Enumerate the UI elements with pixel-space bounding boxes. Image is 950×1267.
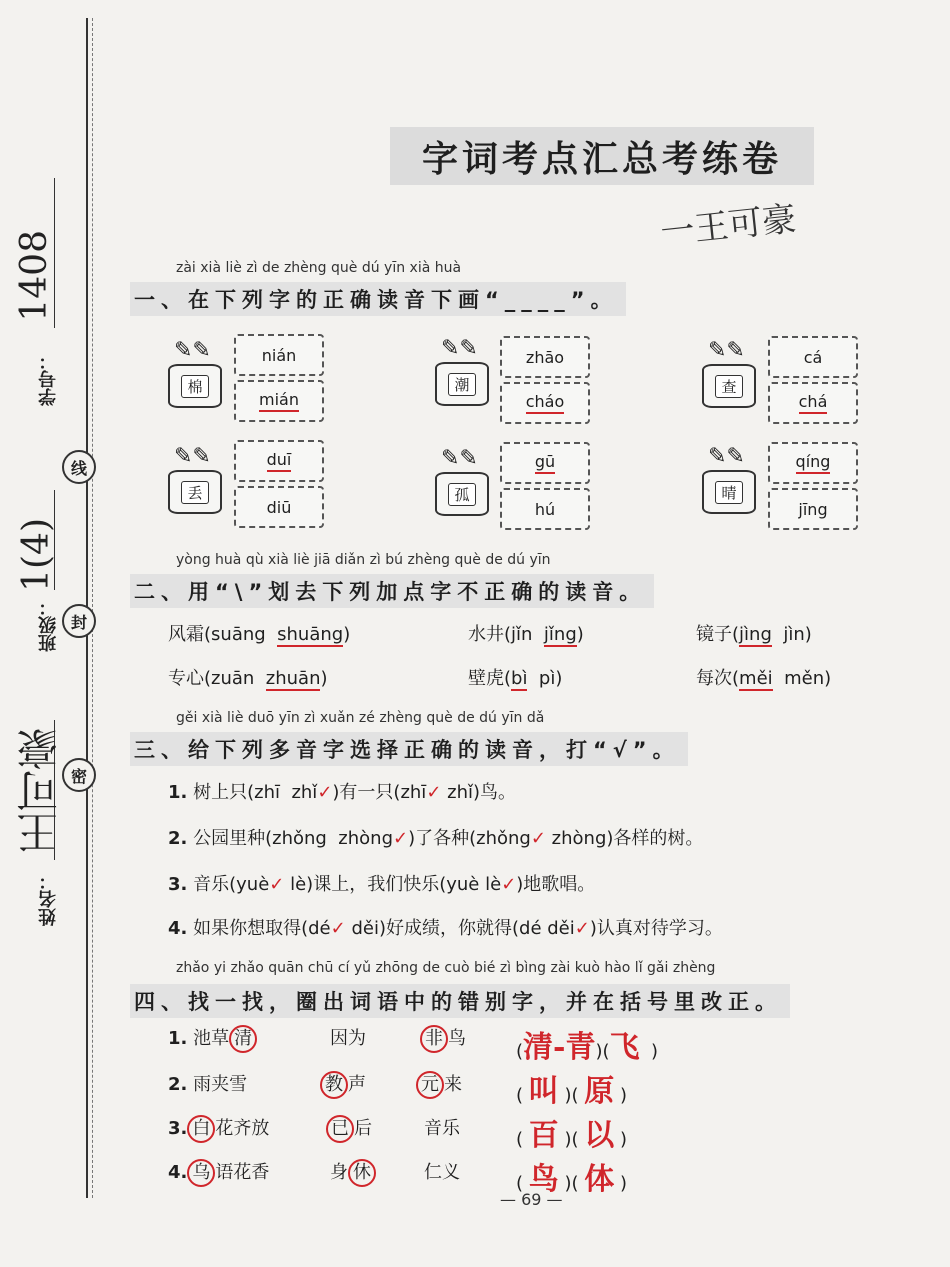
class-value: 1(4) <box>16 518 57 592</box>
seal-xian: 线 <box>62 450 96 484</box>
section4-pinyin: zhǎo yi zhǎo quān chū cí yǔ zhōng de cuò bié zì bìng zài kuò hào lǐ gǎi zhèng <box>176 960 716 976</box>
pronunciation-item: 镜子(jìng jìn) <box>696 624 812 645</box>
word-row: 2. 雨夹雪 <box>168 1074 248 1095</box>
answer-brackets: ( 叫 )( 原 ) <box>516 1074 627 1109</box>
pinyin-option-box: qíng <box>768 442 858 484</box>
pronunciation-item: 每次(měi měn) <box>696 668 832 689</box>
pencil-jar-icon: ✎✎ 查 <box>700 340 756 400</box>
pronunciation-item: 专心(zuān zhuān) <box>168 668 328 689</box>
word-item: 因为 <box>330 1028 366 1049</box>
word-item: 元 来 <box>416 1070 462 1099</box>
pencil-jar-icon: ✎✎ 孤 <box>433 448 489 508</box>
word-item: 音乐 <box>424 1118 460 1139</box>
name-label: 姓名： <box>38 872 59 926</box>
pinyin-option-box: mián <box>234 380 324 422</box>
word-item: 仁义 <box>424 1162 460 1183</box>
word-item: 身 休 <box>330 1158 376 1187</box>
word-item: 非 鸟 <box>420 1024 466 1053</box>
section4-title: 四、找一找，圈出词语中的错别字，并在括号里改正。 <box>130 984 790 1018</box>
answer-brackets: (清-青)(飞 ) <box>516 1030 658 1065</box>
page-title: 字词考点汇总考练卷 <box>390 127 814 185</box>
section1-pinyin: zài xià liè zì de zhèng què dú yīn xià huà <box>176 260 462 276</box>
section3-pinyin: gěi xià liè duō yīn zì xuǎn zé zhèng què de dú yīn dǎ <box>176 710 545 726</box>
section2-pinyin: yòng huà qù xià liè jiā diǎn zì bú zhèng què de dú yīn <box>176 552 551 568</box>
class-label: 班级： <box>38 598 59 652</box>
seal-feng: 封 <box>62 604 96 638</box>
student-id-label: 学号： <box>38 352 59 406</box>
pencil-jar-icon: ✎✎ 棉 <box>166 340 222 400</box>
answer-brackets: ( 鸟 )( 体 ) <box>516 1162 627 1197</box>
page-number: — 69 — <box>500 1190 563 1209</box>
word-item: 已 后 <box>326 1114 372 1143</box>
pencil-jar-icon: ✎✎ 潮 <box>433 338 489 398</box>
question-line: 2. 公园里种(zhǒng zhòng✓)了各种(zhǒng✓ zhòng)各样的树。 <box>168 828 704 849</box>
pinyin-option-box: chá <box>768 382 858 424</box>
question-line: 4. 如果你想取得(dé✓ děi)好成绩，你就得(dé děi✓)认真对待学习。 <box>168 918 723 939</box>
student-id-value: 1408 <box>14 230 55 322</box>
binding-dashed-line <box>92 18 93 1198</box>
name-value: 王可豪 <box>15 728 64 854</box>
question-line: 3. 音乐(yuè✓ lè)课上，我们快乐(yuè lè✓)地歌唱。 <box>168 874 596 895</box>
pencil-jar-icon: ✎✎ 晴 <box>700 446 756 506</box>
pinyin-option-box: nián <box>234 334 324 376</box>
pinyin-option-box: diū <box>234 486 324 528</box>
pinyin-option-box: gū <box>500 442 590 484</box>
pinyin-option-box: duī <box>234 440 324 482</box>
pinyin-option-box: cháo <box>500 382 590 424</box>
pinyin-option-box: zhāo <box>500 336 590 378</box>
question-line: 1. 树上只(zhī zhǐ✓)有一只(zhī✓ zhǐ)鸟。 <box>168 782 517 803</box>
word-row: 1. 池草 清 <box>168 1024 257 1053</box>
pencil-jar-icon: ✎✎ 丢 <box>166 446 222 506</box>
pinyin-option-box: cá <box>768 336 858 378</box>
pronunciation-item: 水井(jǐn jǐng) <box>468 624 584 645</box>
word-row: 3. 白 花齐放 <box>168 1114 269 1143</box>
section3-title: 三、给下列多音字选择正确的读音，打“√”。 <box>130 732 688 766</box>
section2-title: 二、用“\”划去下列加点字不正确的读音。 <box>130 574 654 608</box>
section1-title: 一、在下列字的正确读音下画“____”。 <box>130 282 626 316</box>
seal-mi: 密 <box>62 758 96 792</box>
pronunciation-item: 壁虎(bì pì) <box>468 668 563 689</box>
handwritten-signature: 一王可豪 <box>658 198 799 253</box>
pinyin-option-box: jīng <box>768 488 858 530</box>
word-row: 4. 乌 语花香 <box>168 1158 269 1187</box>
pronunciation-item: 风霜(suāng shuāng) <box>168 624 351 645</box>
pinyin-option-box: hú <box>500 488 590 530</box>
word-item: 教 声 <box>320 1070 366 1099</box>
answer-brackets: ( 百 )( 以 ) <box>516 1118 627 1153</box>
